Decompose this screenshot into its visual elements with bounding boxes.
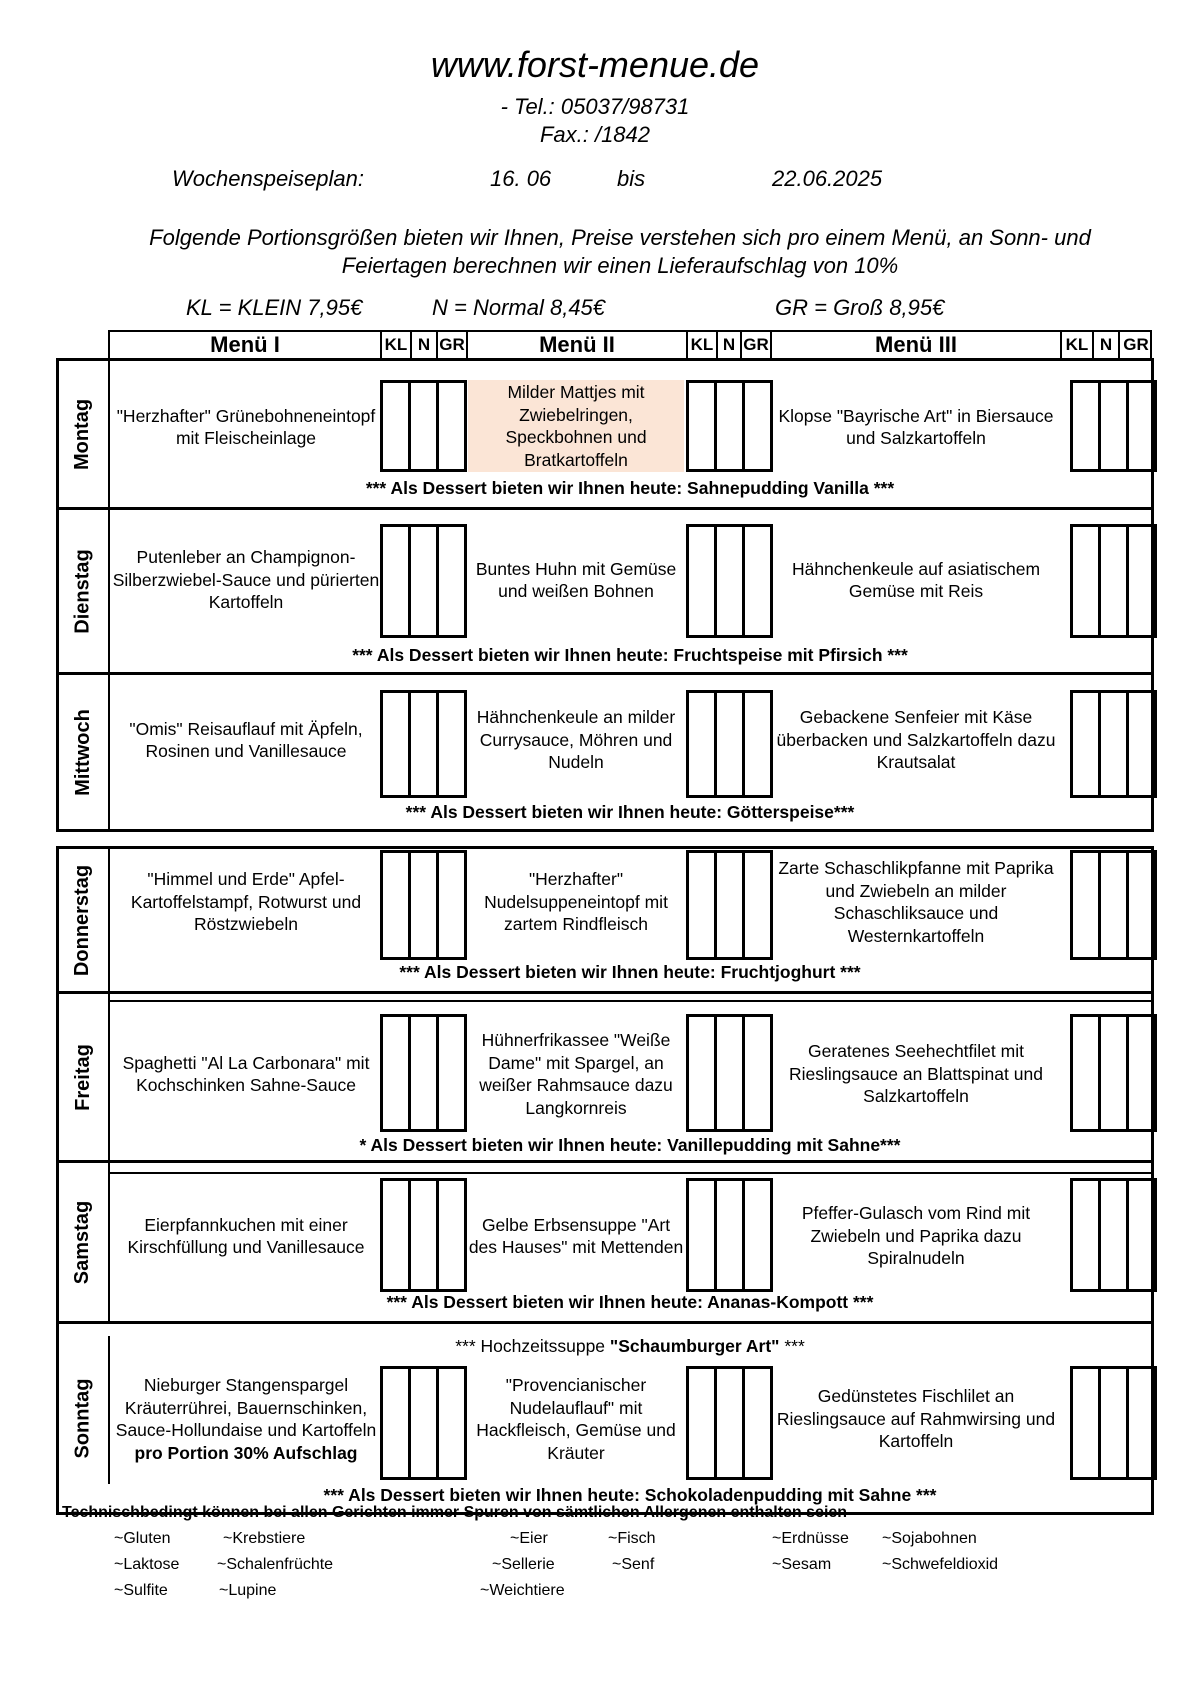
header-kl-1: KL — [380, 330, 410, 360]
day-label-samstag: Samstag — [71, 1200, 94, 1284]
order-box-freitag-menu1-n — [408, 1014, 439, 1132]
header-kl-2: KL — [686, 330, 716, 360]
dessert-donnerstag: *** Als Dessert bieten wir Ihnen heute: Fruchtjoghurt *** — [399, 962, 861, 982]
order-box-dienstag-menu3-n — [1098, 524, 1129, 638]
day-label-mittwoch: Mittwoch — [71, 708, 94, 796]
dessert-freitag: * Als Dessert bieten wir Ihnen heute: Vanillepudding mit Sahne*** — [359, 1135, 901, 1155]
menu3-dienstag: Hähnchenkeule auf asiatischem Gemüse mit Reis — [791, 558, 1041, 601]
menu3-freitag: Geratenes Seehechtfilet mit Rieslingsauce an Blattspinat und Salzkartoffeln — [789, 1041, 1043, 1107]
allergen-sulfite: ~Sulfite — [114, 1582, 168, 1599]
day-label-sonntag: Sonntag — [71, 1378, 94, 1458]
date-to: 22.06.2025 — [772, 166, 883, 191]
order-box-donnerstag-menu1-n — [408, 850, 439, 960]
price-normal: N = Normal 8,45€ — [432, 295, 606, 320]
order-box-dienstag-menu2-n — [714, 524, 745, 638]
intro-line-1: Folgende Portionsgrößen bieten wir Ihnen, Preise verstehen sich pro einem Menü, an Sonn- und — [149, 225, 1091, 250]
day-label-donnerstag: Donnerstag — [71, 864, 94, 976]
order-box-dienstag-menu1-kl — [380, 524, 411, 638]
allergen-weichtiere: ~Weichtiere — [480, 1582, 565, 1599]
allergen-erdnuesse: ~Erdnüsse — [772, 1530, 849, 1547]
dessert-montag: *** Als Dessert bieten wir Ihnen heute: Sahnepudding Vanilla *** — [365, 478, 895, 498]
order-box-donnerstag-menu1-kl — [380, 850, 411, 960]
order-box-donnerstag-menu3-gr — [1126, 850, 1157, 960]
order-box-donnerstag-menu2-kl — [686, 850, 717, 960]
allergen-sesam: ~Sesam — [772, 1556, 832, 1573]
plan-label: Wochenspeiseplan: — [172, 166, 365, 191]
menu2-sonntag: "Provencianischer Nudelauflauf" mit Hackfleisch, Gemüse und Kräuter — [476, 1375, 676, 1463]
order-box-freitag-menu3-kl — [1070, 1014, 1101, 1132]
order-box-freitag-menu2-n — [714, 1014, 745, 1132]
order-box-samstag-menu1-kl — [380, 1178, 411, 1292]
price-gross: GR = Groß 8,95€ — [775, 295, 945, 320]
order-box-sonntag-menu2-kl — [686, 1366, 717, 1480]
soup-sonntag: *** Hochzeitssuppe "Schaumburger Art" *** — [455, 1336, 805, 1356]
header-gr-1: GR — [436, 330, 466, 360]
order-box-mittwoch-menu2-n — [714, 690, 745, 798]
header-n-2: N — [716, 330, 740, 360]
menu2-montag: Milder Mattjes mit Zwiebelringen, Speckbohnen und Bratkartoffeln — [468, 380, 684, 472]
order-box-montag-menu2-n — [714, 380, 745, 472]
allergen-laktose: ~Laktose — [114, 1556, 180, 1573]
order-box-montag-menu3-kl — [1070, 380, 1101, 472]
price-klein: KL = KLEIN 7,95€ — [186, 295, 363, 320]
menu3-donnerstag: Zarte Schaschlikpfanne mit Paprika und Zwiebeln an milder Schaschliksauce und Westernkartoffeln — [778, 858, 1054, 946]
order-box-montag-menu3-n — [1098, 380, 1129, 472]
allergen-lupine: ~Lupine — [219, 1582, 277, 1599]
allergen-gluten: ~Gluten — [114, 1530, 171, 1547]
order-box-samstag-menu2-gr — [742, 1178, 773, 1292]
order-box-freitag-menu3-n — [1098, 1014, 1129, 1132]
date-from: 16. 06 — [490, 166, 552, 191]
order-box-samstag-menu3-gr — [1126, 1178, 1157, 1292]
order-box-sonntag-menu3-n — [1098, 1366, 1129, 1480]
order-box-sonntag-menu1-n — [408, 1366, 439, 1480]
order-box-mittwoch-menu1-gr — [436, 690, 467, 798]
order-box-samstag-menu2-n — [714, 1178, 745, 1292]
inner-rule — [108, 1000, 1152, 1002]
order-box-montag-menu1-n — [408, 380, 439, 472]
dessert-samstag: *** Als Dessert bieten wir Ihnen heute: Ananas-Kompott *** — [386, 1292, 874, 1312]
menu2-mittwoch: Hähnchenkeule an milder Currysauce, Möhren und Nudeln — [476, 707, 676, 773]
header-n-3: N — [1092, 330, 1118, 360]
order-box-donnerstag-menu2-gr — [742, 850, 773, 960]
order-box-mittwoch-menu3-kl — [1070, 690, 1101, 798]
order-box-samstag-menu2-kl — [686, 1178, 717, 1292]
menu1-mittwoch: "Omis" Reisauflauf mit Äpfeln, Rosinen und Vanillesauce — [129, 718, 363, 761]
header-menu-1: Menü I — [210, 332, 280, 357]
order-box-donnerstag-menu3-kl — [1070, 850, 1101, 960]
menu2-donnerstag: "Herzhafter" Nudelsuppeneintopf mit zartem Rindfleisch — [484, 869, 668, 935]
portion-intro — [120, 224, 1120, 280]
order-box-dienstag-menu3-gr — [1126, 524, 1157, 638]
fax-number: Fax.: /1842 — [539, 122, 651, 147]
order-box-freitag-menu3-gr — [1126, 1014, 1157, 1132]
menu3-samstag: Pfeffer-Gulasch vom Rind mit Zwiebeln und Paprika dazu Spiralnudeln — [801, 1203, 1031, 1269]
order-box-mittwoch-menu2-gr — [742, 690, 773, 798]
dessert-dienstag: *** Als Dessert bieten wir Ihnen heute: Fruchtspeise mit Pfirsich *** — [352, 645, 908, 665]
menu3-montag: Klopse "Bayrische Art" in Biersauce und Salzkartoffeln — [778, 405, 1054, 448]
order-box-freitag-menu1-kl — [380, 1014, 411, 1132]
allergen-schalenfruechte: ~Schalenfrüchte — [217, 1556, 334, 1573]
day-label-dienstag: Dienstag — [71, 548, 94, 634]
allergen-note: Technischbedingt können bei allen Gerichten immer Spuren von sämtlichen Allergenen enthalten seien — [62, 1504, 848, 1521]
header-menu-3: Menü III — [770, 330, 1060, 360]
order-box-dienstag-menu1-gr — [436, 524, 467, 638]
menu2-dienstag: Buntes Huhn mit Gemüse und weißen Bohnen — [475, 558, 677, 601]
order-box-samstag-menu1-gr — [436, 1178, 467, 1292]
day-label-montag: Montag — [71, 398, 94, 470]
allergen-krebstiere: ~Krebstiere — [223, 1530, 306, 1547]
allergen-sellerie: ~Sellerie — [492, 1556, 555, 1573]
menu2-freitag: Hühnerfrikassee "Weiße Dame" mit Spargel, an weißer Rahmsauce dazu Langkornreis — [479, 1030, 673, 1118]
order-box-freitag-menu2-gr — [742, 1014, 773, 1132]
allergen-schwefeldioxid: ~Schwefeldioxid — [882, 1556, 999, 1573]
menu3-sonntag: Gedünstetes Fischlilet an Rieslingsauce auf Rahmwirsing und Kartoffeln — [776, 1386, 1056, 1452]
order-box-sonntag-menu2-gr — [742, 1366, 773, 1480]
intro-line-2: Feiertagen berechnen wir einen Lieferaufschlag von 10% — [341, 253, 899, 278]
allergen-senf: ~Senf — [612, 1556, 655, 1573]
order-box-freitag-menu2-kl — [686, 1014, 717, 1132]
order-box-freitag-menu1-gr — [436, 1014, 467, 1132]
order-box-dienstag-menu3-kl — [1070, 524, 1101, 638]
order-box-samstag-menu1-n — [408, 1178, 439, 1292]
menu1-freitag: Spaghetti "Al La Carbonara" mit Kochschinken Sahne-Sauce — [122, 1052, 370, 1095]
menu2-samstag: Gelbe Erbsensuppe "Art des Hauses" mit Mettenden — [468, 1214, 684, 1257]
website-title: www.forst-menue.de — [430, 44, 760, 85]
dessert-mittwoch: *** Als Dessert bieten wir Ihnen heute: Götterspeise*** — [405, 802, 855, 822]
order-box-sonntag-menu3-gr — [1126, 1366, 1157, 1480]
order-box-mittwoch-menu2-kl — [686, 690, 717, 798]
menu1-samstag: Eierpfannkuchen mit einer Kirschfüllung und Vanillesauce — [127, 1214, 365, 1257]
order-box-montag-menu1-kl — [380, 380, 411, 472]
order-box-sonntag-menu3-kl — [1070, 1366, 1101, 1480]
menu1-donnerstag: "Himmel und Erde" Apfel- Kartoffelstampf, Rotwurst und Röstzwiebeln — [130, 869, 362, 935]
order-box-sonntag-menu1-gr — [436, 1366, 467, 1480]
inner-rule — [108, 1172, 1152, 1174]
phone-number: - Tel.: 05037/98731 — [500, 94, 690, 119]
menu1-montag: "Herzhafter" Grünebohneneintopf mit Fleischeinlage — [116, 405, 376, 448]
order-box-dienstag-menu2-kl — [686, 524, 717, 638]
order-box-donnerstag-menu2-n — [714, 850, 745, 960]
order-box-montag-menu2-kl — [686, 380, 717, 472]
order-box-montag-menu3-gr — [1126, 380, 1157, 472]
day-label-freitag: Freitag — [71, 1043, 94, 1111]
order-box-donnerstag-menu1-gr — [436, 850, 467, 960]
header-kl-3: KL — [1060, 330, 1092, 360]
order-box-mittwoch-menu1-n — [408, 690, 439, 798]
menu1-dienstag: Putenleber an Champignon-Silberzwiebel-Sauce und pürierten Kartoffeln — [112, 547, 380, 613]
menu3-mittwoch: Gebackene Senfeier mit Käse überbacken und Salzkartoffeln dazu Krautsalat — [776, 707, 1056, 773]
allergen-fisch: ~Fisch — [608, 1530, 656, 1547]
order-box-dienstag-menu2-gr — [742, 524, 773, 638]
order-box-sonntag-menu1-kl — [380, 1366, 411, 1480]
allergen-eier: ~Eier — [510, 1530, 548, 1547]
order-box-dienstag-menu1-n — [408, 524, 439, 638]
order-box-montag-menu1-gr — [436, 380, 467, 472]
menu1-sonntag: Nieburger Stangenspargel Kräuterrührei, Bauernschinken, Sauce-Hollundaise und Kartoffeln pro Portion 30% Aufschlag — [115, 1375, 377, 1463]
order-box-samstag-menu3-n — [1098, 1178, 1129, 1292]
dessert-sonntag: *** Als Dessert bieten wir Ihnen heute: Schokoladenpudding mit Sahne *** — [323, 1485, 937, 1505]
order-box-samstag-menu3-kl — [1070, 1178, 1101, 1292]
order-box-montag-menu2-gr — [742, 380, 773, 472]
order-box-mittwoch-menu3-n — [1098, 690, 1129, 798]
header-menu-2: Menü II — [466, 330, 686, 360]
header-gr-2: GR — [740, 330, 770, 360]
order-box-mittwoch-menu3-gr — [1126, 690, 1157, 798]
order-box-mittwoch-menu1-kl — [380, 690, 411, 798]
header-gr-3: GR — [1118, 330, 1152, 360]
allergen-sojabohnen: ~Sojabohnen — [882, 1530, 977, 1547]
header-n-1: N — [410, 330, 436, 360]
bis-label: bis — [617, 166, 646, 191]
order-box-donnerstag-menu3-n — [1098, 850, 1129, 960]
order-box-sonntag-menu2-n — [714, 1366, 745, 1480]
